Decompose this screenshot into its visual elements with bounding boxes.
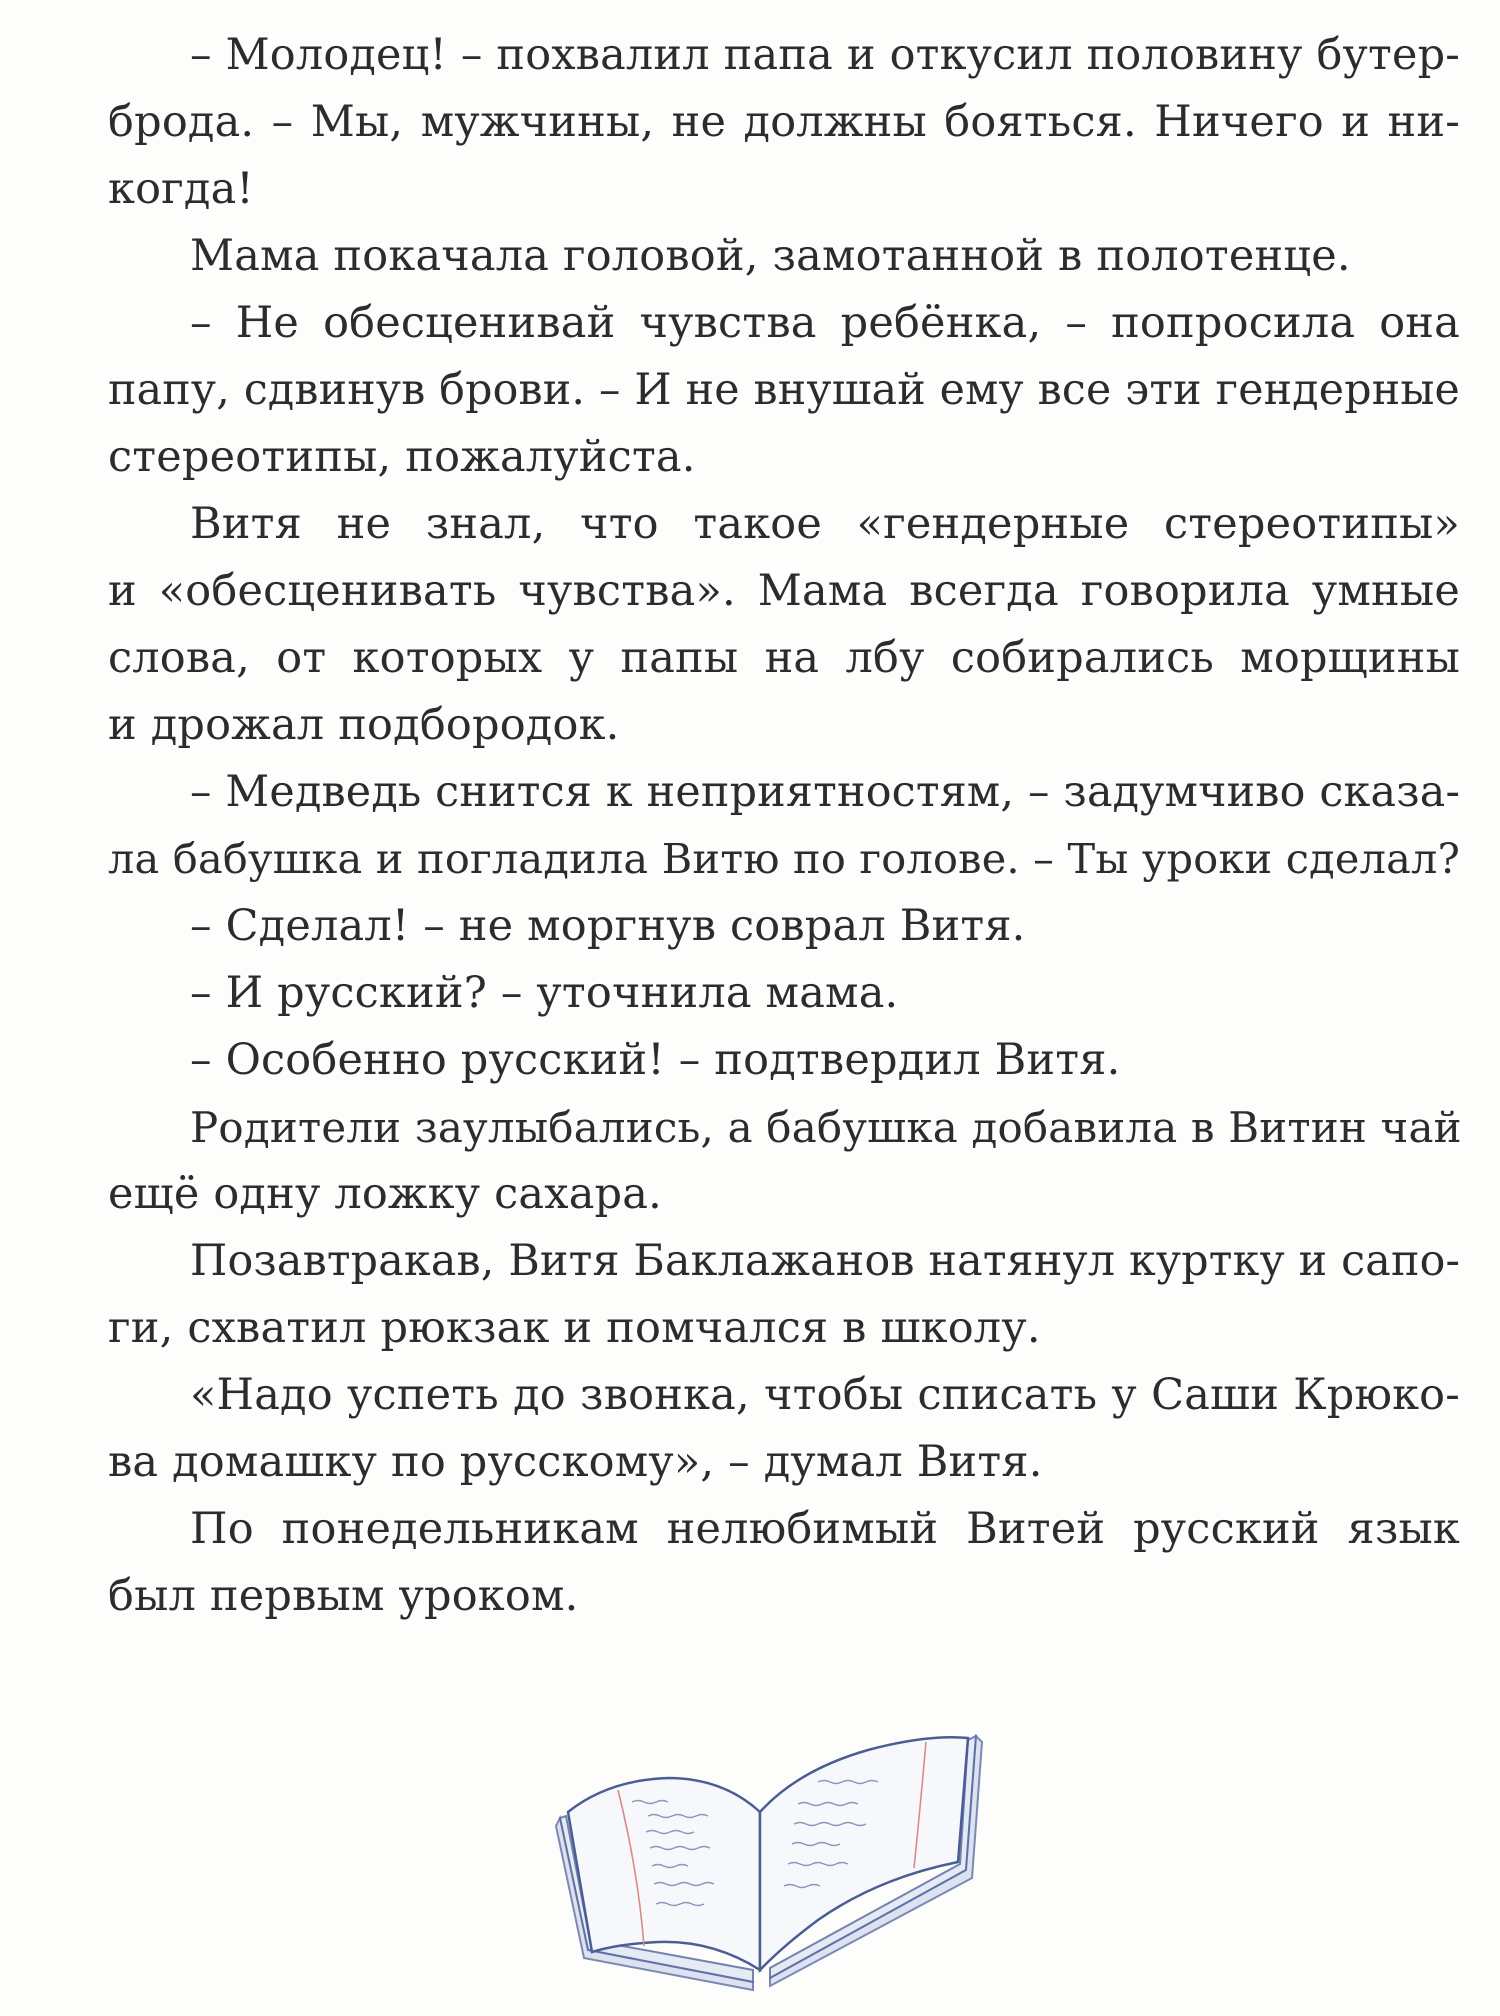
text-line: Родители заулыбались, а бабушка добавила в Витин чай [190, 1103, 1462, 1152]
text-line: ещё одну ложку сахара. [108, 1169, 662, 1219]
open-notebook-icon [548, 1720, 988, 2002]
text-line: – И русский? – уточнила мама. [190, 968, 899, 1018]
text-line: – Сделал! – не моргнув соврал Витя. [190, 901, 1026, 951]
text-line: Мама покачала головой, замотанной в полотенце. [190, 231, 1351, 281]
text-line: папу, сдвинув брови. – И не внушай ему все эти гендерные [108, 365, 1460, 415]
text-line: был первым уроком. [108, 1571, 579, 1621]
text-line: Позавтракав, Витя Баклажанов натянул куртку и сапо- [190, 1236, 1461, 1286]
text-line: Витя не знал, что такое «гендерные стереотипы» [190, 499, 1460, 549]
text-line: и «обесценивать чувства». Мама всегда говорила умные [108, 566, 1460, 616]
text-line: брода. – Мы, мужчины, не должны бояться. Ничего и ни- [108, 97, 1460, 147]
story-text [108, 22, 1460, 1630]
text-line: слова, от которых у папы на лбу собирались морщины [108, 633, 1460, 683]
text-line: ва домашку по русскому», – думал Витя. [108, 1437, 1043, 1487]
text-line: «Надо успеть до звонка, чтобы списать у Саши Крюко- [190, 1370, 1460, 1420]
text-line: стереотипы, пожалуйста. [108, 432, 696, 482]
text-line: – Особенно русский! – подтвердил Витя. [190, 1035, 1121, 1085]
text-line: и дрожал подбородок. [108, 700, 620, 750]
text-line: ги, схватил рюкзак и помчался в школу. [108, 1303, 1041, 1353]
text-line: – Молодец! – похвалил папа и откусил половину бутер- [190, 30, 1460, 80]
text-line: По понедельникам нелюбимый Витей русский язык [190, 1504, 1460, 1554]
text-line: – Не обесценивай чувства ребёнка, – попросила она [190, 298, 1460, 348]
text-line: – Медведь снится к неприятностям, – задумчиво сказа- [190, 767, 1461, 817]
text-line: ла бабушка и погладила Витю по голове. – Ты уроки сделал? [108, 835, 1460, 883]
text-line: когда! [108, 164, 254, 214]
